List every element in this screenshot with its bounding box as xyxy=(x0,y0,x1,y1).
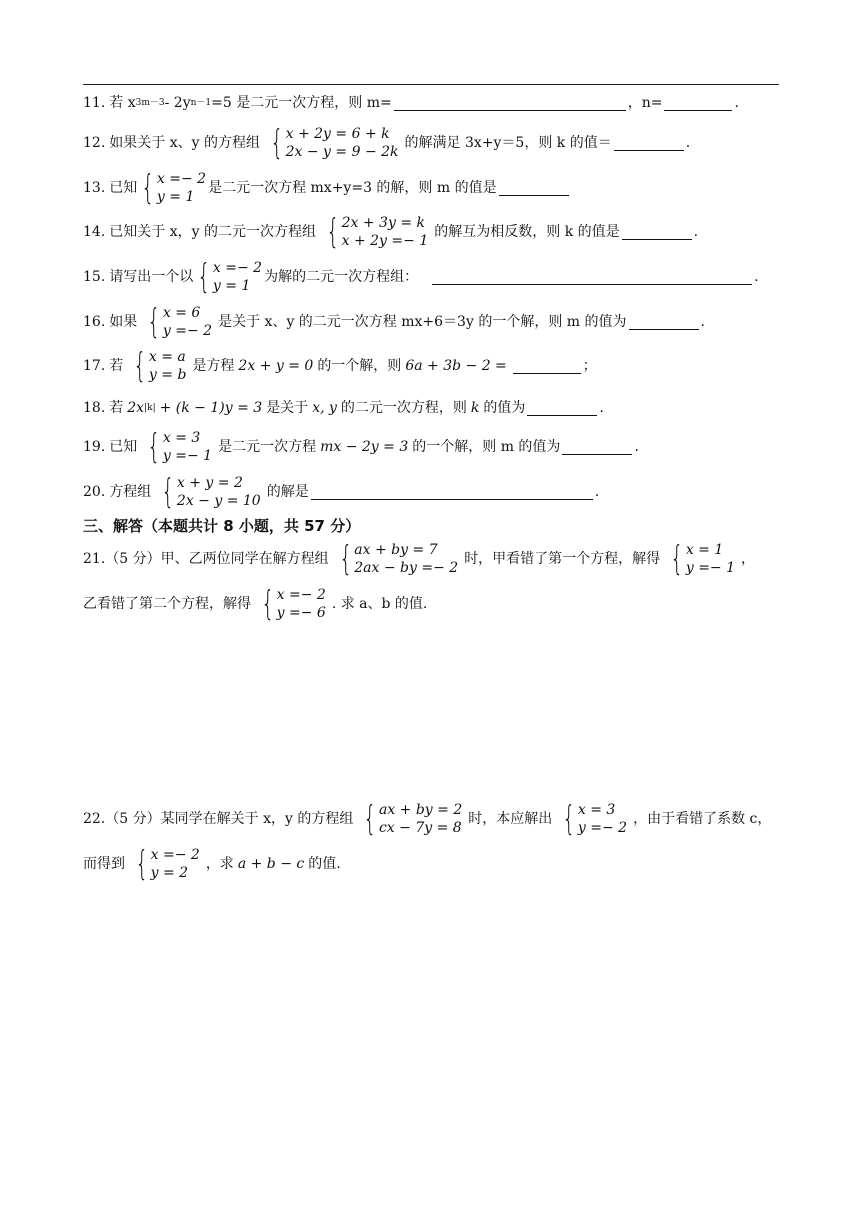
brace-icon: { xyxy=(326,212,340,252)
q14-text-pre: 已知关于 x，y 的二元一次方程组 xyxy=(109,224,316,240)
q11-sup2: n－1 xyxy=(190,98,212,108)
equation-5: x =− 2 xyxy=(150,847,200,863)
equation-system xyxy=(193,259,262,295)
question-22 xyxy=(83,801,771,837)
q19-text-post: 的一个解，则 m 的值为 xyxy=(412,439,561,455)
equation-2: x + 2y =− 1 xyxy=(341,233,429,249)
question-13 xyxy=(83,170,571,206)
equation-5: x =− 2 xyxy=(276,587,326,603)
equation-4: y =− 2 xyxy=(577,820,628,836)
question-number: 22. xyxy=(83,811,106,827)
q11-text-mid: - 2y xyxy=(164,95,191,111)
answer-blank[interactable] xyxy=(311,485,593,500)
answer-blank[interactable] xyxy=(499,181,569,196)
answer-blank-n[interactable] xyxy=(664,96,732,111)
q16-text-pre: 如果 xyxy=(109,314,138,330)
q18-math2: + (k − 1)y = 3 xyxy=(159,400,263,416)
question-11 xyxy=(83,94,739,112)
question-21 xyxy=(83,541,755,577)
brace-icon: { xyxy=(338,539,352,579)
q17-text-mid: 是方程 xyxy=(192,358,235,374)
brace-icon: { xyxy=(147,427,161,467)
brace-icon: { xyxy=(141,168,155,208)
brace-icon: { xyxy=(270,123,284,163)
equation-3: x = 1 xyxy=(685,542,724,558)
q22-text-mid: 时，本应解出 xyxy=(468,811,553,827)
equation-1: ax + by = 7 xyxy=(354,542,438,558)
q18-text-mid2: 的二元一次方程，则 xyxy=(340,400,467,416)
question-number: 14. xyxy=(83,224,106,240)
equation-2: cx − 7y = 8 xyxy=(378,820,462,836)
q17-text-mid2: 的一个解，则 xyxy=(317,358,402,374)
q11-text-pre: 若 x xyxy=(109,95,136,111)
q21-text-line2post: . 求 a、b 的值. xyxy=(331,596,428,612)
answer-blank-m[interactable] xyxy=(394,96,626,111)
q15-text-pre: 请写出一个以 xyxy=(109,269,194,285)
q21-text-mid: 时，甲看错了第一个方程，解得 xyxy=(464,551,661,567)
answer-blank[interactable] xyxy=(432,270,752,285)
equation-2: y = 1 xyxy=(156,189,195,205)
equation-1: x + 2y = 6 + k xyxy=(285,126,390,142)
q18-math1: 2x xyxy=(127,400,145,416)
equation-1: x = 6 xyxy=(162,305,201,321)
q18-text-pre: 若 xyxy=(109,400,124,416)
question-12 xyxy=(83,125,690,161)
question-number: 18. xyxy=(83,400,106,416)
equation-system xyxy=(266,125,399,161)
q22-math1: a + b − c xyxy=(237,856,305,872)
q18-text-end: . xyxy=(599,400,604,416)
q12-text-post: 的解满足 3x+y＝5，则 k 的值＝ xyxy=(404,135,612,151)
question-14 xyxy=(83,214,698,250)
q15-text-end: . xyxy=(754,269,759,285)
equation-2: y = b xyxy=(148,367,187,383)
q22-text-line2post: 的值. xyxy=(308,856,341,872)
q22-text-line2mid: ，求 xyxy=(205,856,234,872)
equation-system xyxy=(335,541,459,577)
equation-2: 2x − y = 9 − 2k xyxy=(285,144,399,160)
q22-text-pre: （5 分）某同学在解关于 x，y 的方程组 xyxy=(105,811,354,827)
question-15 xyxy=(83,259,759,295)
q16-text-post: 是关于 x、y 的二元一次方程 mx+6＝3y 的一个解，则 m 的值为 xyxy=(218,314,627,330)
q21-text-line2pre: 乙看错了第二个方程，解得 xyxy=(83,596,251,612)
q17-text-end: ； xyxy=(582,358,597,374)
brace-icon: { xyxy=(133,346,147,386)
question-22-line-2 xyxy=(83,846,341,882)
equation-1: x + y = 2 xyxy=(176,475,243,491)
q17-math2: 6a + 3b − 2 = xyxy=(405,358,507,374)
equation-6: y = 2 xyxy=(150,865,189,881)
question-number: 13. xyxy=(83,180,106,196)
q18-math4: k xyxy=(470,400,480,416)
equation-system xyxy=(137,170,206,206)
equation-system xyxy=(143,429,212,465)
equation-system xyxy=(157,474,260,510)
solution-system-1 xyxy=(666,541,735,577)
equation-1: x = a xyxy=(148,349,186,365)
q13-text-post: 是二元一次方程 mx+y=3 的解，则 m 的值是 xyxy=(208,180,497,196)
answer-blank[interactable] xyxy=(513,359,581,374)
equation-3: x = 3 xyxy=(577,802,616,818)
equation-system xyxy=(143,304,212,340)
answer-blank[interactable] xyxy=(622,225,692,240)
q20-text-pre: 方程组 xyxy=(109,484,152,500)
q21-text-pre: （5 分）甲、乙两位同学在解方程组 xyxy=(105,551,329,567)
q19-text-pre: 已知 xyxy=(109,439,138,455)
question-17 xyxy=(83,348,597,384)
answer-blank[interactable] xyxy=(629,315,699,330)
equation-1: x = 3 xyxy=(162,430,201,446)
brace-icon: { xyxy=(161,472,175,512)
brace-icon: { xyxy=(147,302,161,342)
question-number: 19. xyxy=(83,439,106,455)
question-21-line-2 xyxy=(83,586,427,622)
q18-text-post: 的值为 xyxy=(483,400,526,416)
q14-text-end: . xyxy=(693,224,699,240)
q14-text-post: 的解互为相反数，则 k 的值是 xyxy=(434,224,620,240)
q19-text-mid: 是二元一次方程 xyxy=(218,439,317,455)
question-number: 16. xyxy=(83,314,106,330)
q12-text-end: . xyxy=(685,135,691,151)
equation-system xyxy=(359,801,462,837)
question-16 xyxy=(83,304,705,340)
answer-blank[interactable] xyxy=(527,401,597,416)
equation-2: y =− 1 xyxy=(162,448,213,464)
brace-icon: { xyxy=(135,844,149,884)
equation-1: x =− 2 xyxy=(156,171,207,187)
equation-2: 2ax − by =− 2 xyxy=(354,560,459,576)
equation-system xyxy=(322,214,428,250)
question-number: 11. xyxy=(83,95,106,111)
header-rule xyxy=(83,84,779,85)
q19-math1: mx − 2y = 3 xyxy=(320,439,409,455)
question-20 xyxy=(83,474,599,510)
q20-text-end: . xyxy=(594,484,600,500)
question-18 xyxy=(83,399,604,417)
equation-2: y =− 2 xyxy=(162,323,213,339)
q11-sup1: 3m－3 xyxy=(135,98,165,108)
brace-icon: { xyxy=(261,584,275,624)
equation-4: y =− 1 xyxy=(685,560,736,576)
equation-1: 2x + 3y = k xyxy=(341,215,425,231)
q15-text-post: 为解的二元一次方程组： xyxy=(264,269,419,285)
q11-text-end: . xyxy=(734,95,739,111)
q16-text-end: . xyxy=(700,314,705,330)
question-number: 12. xyxy=(83,135,106,151)
q11-text-comma: ，n= xyxy=(627,95,663,111)
brace-icon: { xyxy=(670,539,684,579)
q11-text-post: =5 是二元一次方程，则 m= xyxy=(211,95,392,111)
equation-1: ax + by = 2 xyxy=(378,802,463,818)
q18-text-mid: 是关于 xyxy=(266,400,309,416)
solution-system-2 xyxy=(131,846,200,882)
equation-system xyxy=(129,348,186,384)
equation-2: 2x − y = 10 xyxy=(176,493,261,509)
question-number: 21. xyxy=(83,551,106,567)
brace-icon: { xyxy=(197,257,211,297)
q20-text-post: 的解是 xyxy=(266,484,309,500)
solution-system-1 xyxy=(558,801,627,837)
equation-1: x =− 2 xyxy=(212,260,263,276)
brace-icon: { xyxy=(363,799,377,839)
section-heading: 三、解答（本题共计 8 小题，共 57 分） xyxy=(83,517,361,535)
q18-math3: x, y xyxy=(312,400,337,416)
question-number: 17. xyxy=(83,358,106,374)
q17-math1: 2x + y = 0 xyxy=(238,358,314,374)
question-number: 20. xyxy=(83,484,106,500)
q22-text-line2pre: 而得到 xyxy=(83,856,125,872)
q18-sup: |k| xyxy=(144,403,156,413)
answer-blank[interactable] xyxy=(562,440,632,455)
q21-text-end: ， xyxy=(741,551,756,567)
q13-text-pre: 已知 xyxy=(109,180,138,196)
equation-2: y = 1 xyxy=(212,278,251,294)
q22-text-end: ，由于看错了系数 c， xyxy=(633,811,772,827)
equation-6: y =− 6 xyxy=(276,605,326,621)
question-19 xyxy=(83,429,639,465)
q19-text-end: . xyxy=(634,439,639,455)
answer-blank[interactable] xyxy=(614,136,684,151)
brace-icon: { xyxy=(562,799,576,839)
q17-text-pre: 若 xyxy=(109,358,124,374)
solution-system-2 xyxy=(257,586,326,622)
q12-text-pre: 如果关于 x、y 的方程组 xyxy=(109,135,260,151)
question-number: 15. xyxy=(83,269,106,285)
